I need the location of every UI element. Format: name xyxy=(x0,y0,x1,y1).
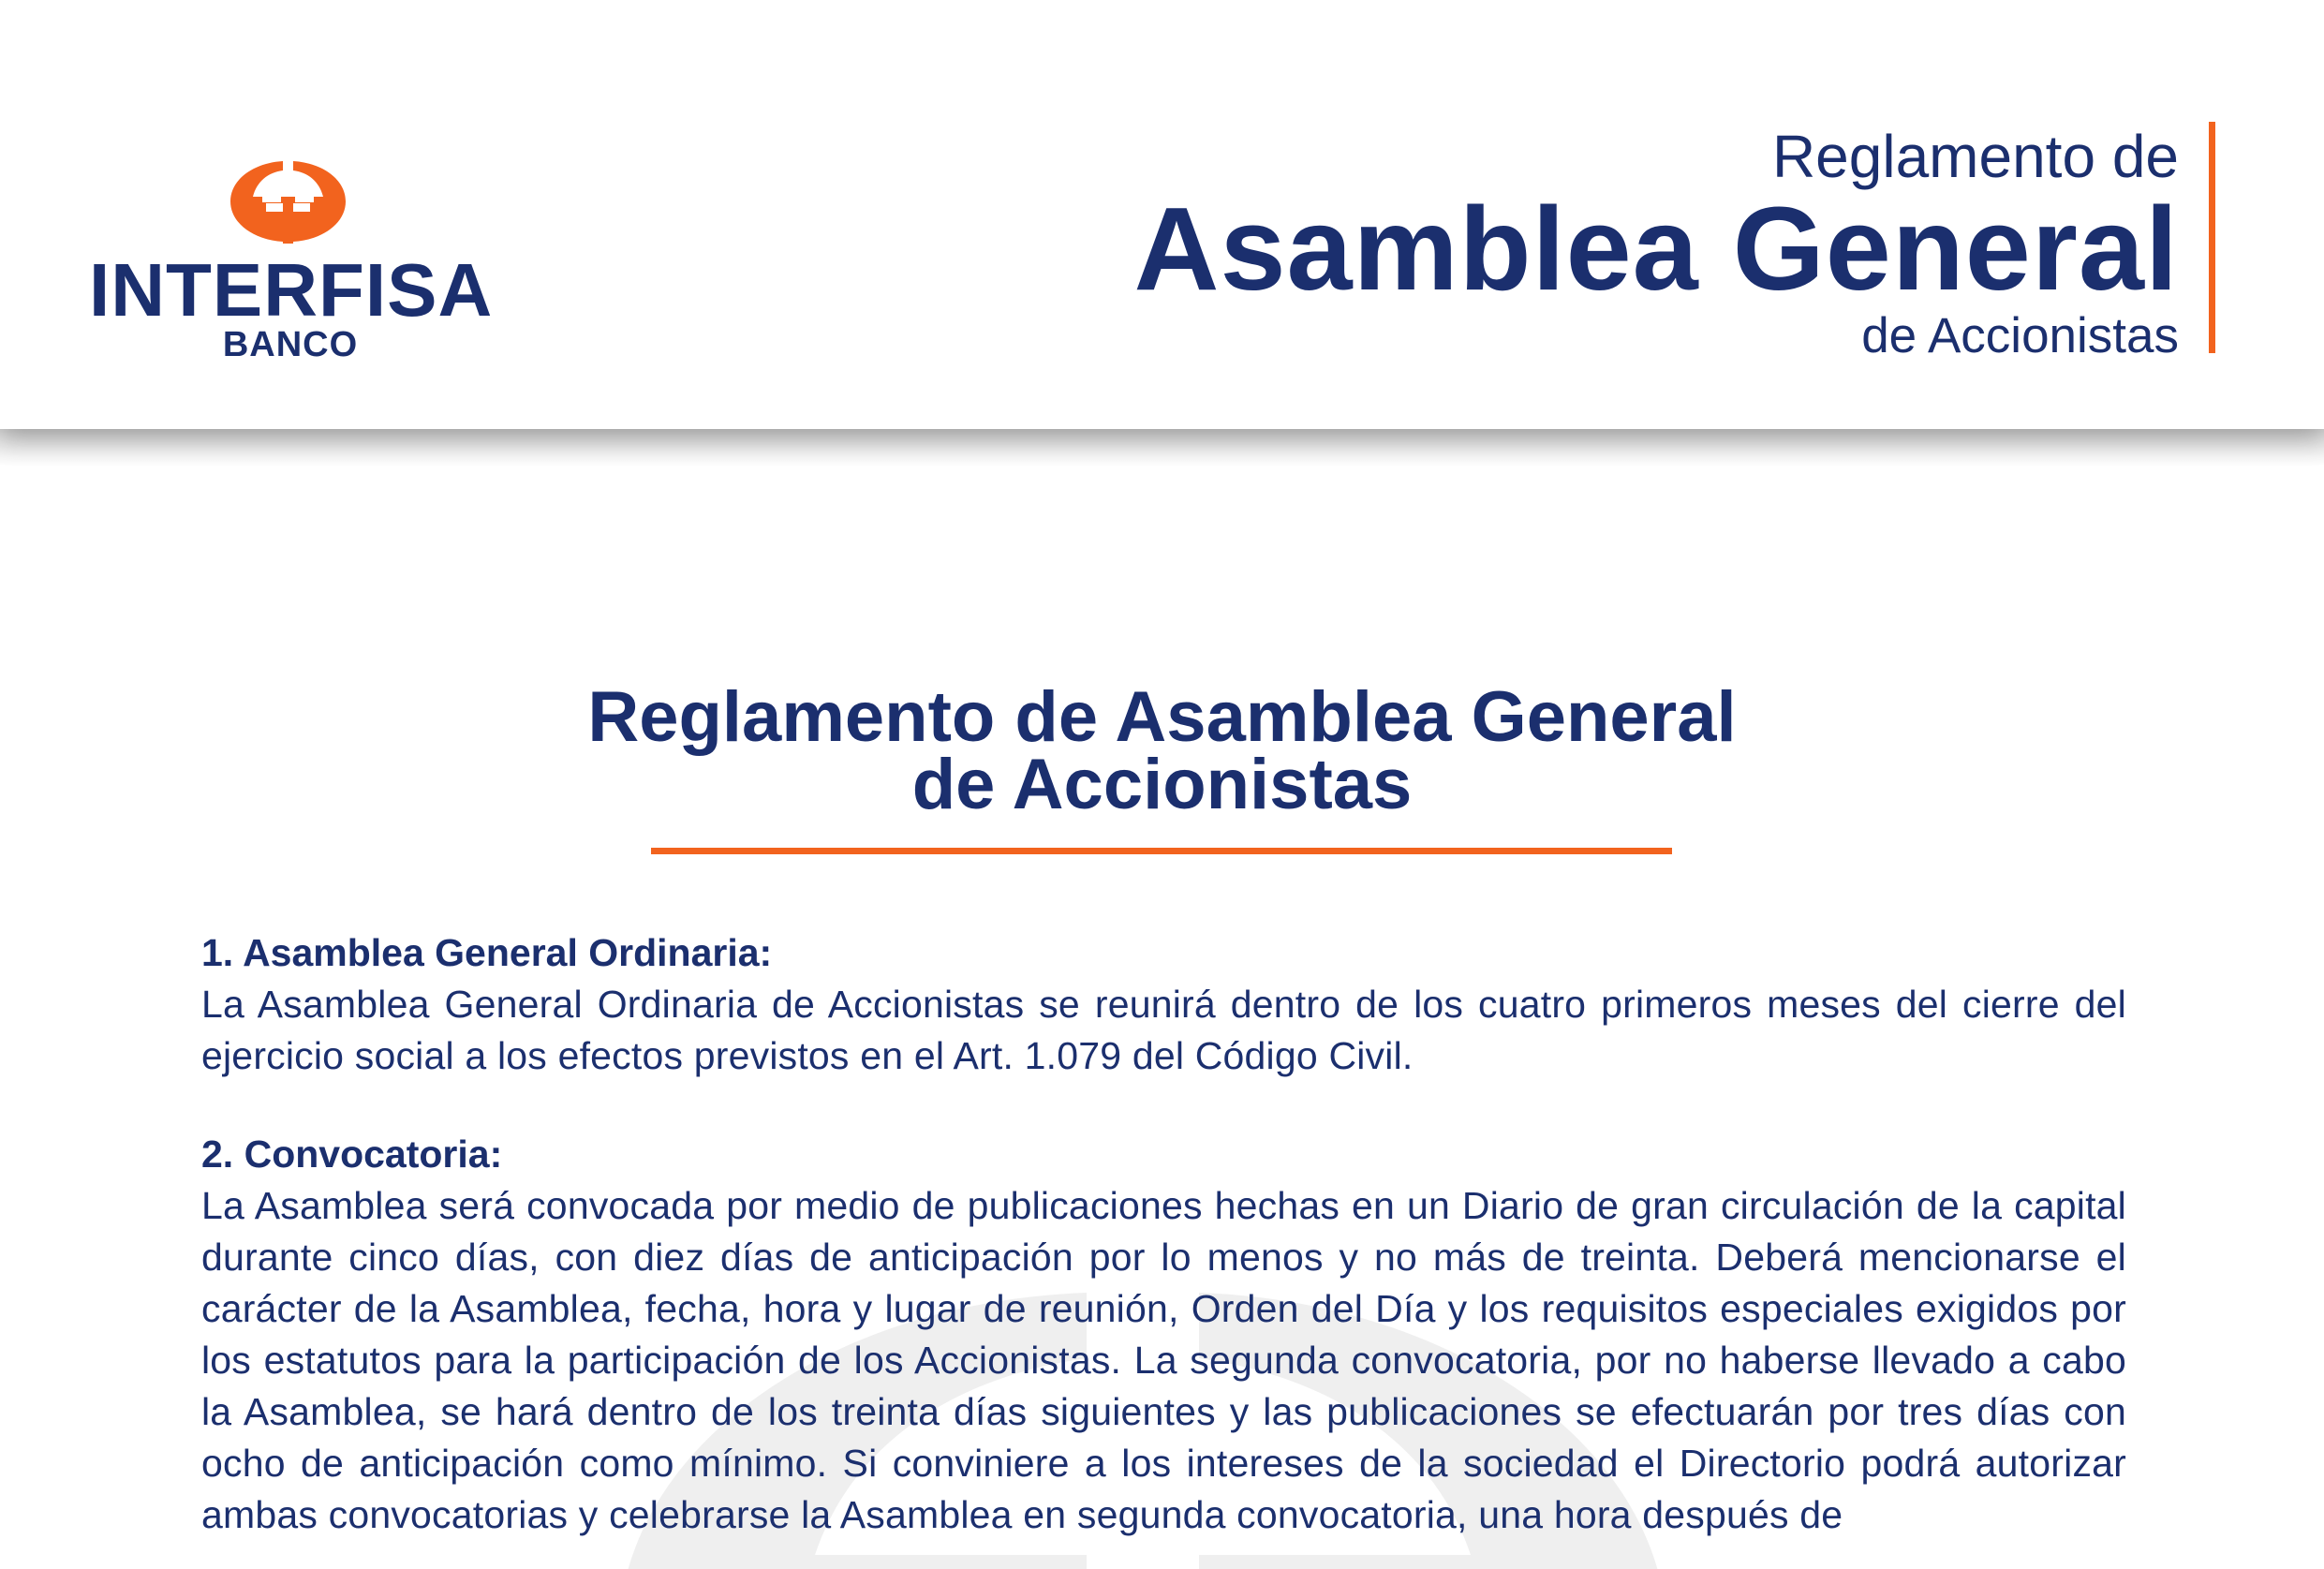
section-asamblea-ordinaria xyxy=(201,927,2126,1082)
header-accent-bar xyxy=(2209,122,2215,353)
section-convocatoria xyxy=(201,1129,2126,1541)
title-underline xyxy=(651,848,1672,854)
section-heading: 2. Convocatoria: xyxy=(201,1132,503,1176)
document-body xyxy=(201,927,2126,1569)
header-title-line3: de Accionistas xyxy=(1861,308,2179,363)
brand-logo xyxy=(89,159,492,365)
header-title-line2: Asamblea General xyxy=(1133,183,2179,315)
header-title xyxy=(1133,120,2179,365)
logo-subtext: BANCO xyxy=(222,325,359,364)
logo-wordmark: INTERFISA xyxy=(89,248,494,332)
document-title xyxy=(0,677,2324,824)
document-title-line1: Reglamento de Asamblea General xyxy=(587,677,1737,757)
section-heading: 1. Asamblea General Ordinaria: xyxy=(201,931,773,974)
header-title-line1: Reglamento de xyxy=(1771,123,2179,190)
interfisa-logo-mark-icon xyxy=(225,159,351,244)
header-shadow xyxy=(0,429,2324,466)
section-paragraph: La Asamblea será convocada por medio de publicaciones hechas en un Diario de gran circulación de la capital durante cinco días, con diez días de anticipación por lo menos y no más de treinta. Deberá mencionarse el carácter de la Asamblea, fecha, hora y lugar de reunión, Orden del Día y los requisitos especiales exigidos por los estatutos para la participación de los Accionistas. La segunda convocatoria, por no haberse llevado a cabo la Asamblea, se hará dentro de los treinta días siguientes y las publicaciones se efectuarán por tres días con ocho de anticipación como mínimo. Si conviniere a los intereses de la sociedad el Directorio podrá autorizar ambas convocatorias y celebrarse la Asamblea en segunda convocatoria, una hora después de xyxy=(201,1184,2126,1536)
section-paragraph: La Asamblea General Ordinaria de Accionistas se reunirá dentro de los cuatro primeros meses del cierre del ejercicio social a los efectos previstos en el Art. 1.079 del Código Civil. xyxy=(201,983,2126,1077)
document-title-line2: de Accionistas xyxy=(911,745,1413,824)
page-header xyxy=(0,0,2324,429)
